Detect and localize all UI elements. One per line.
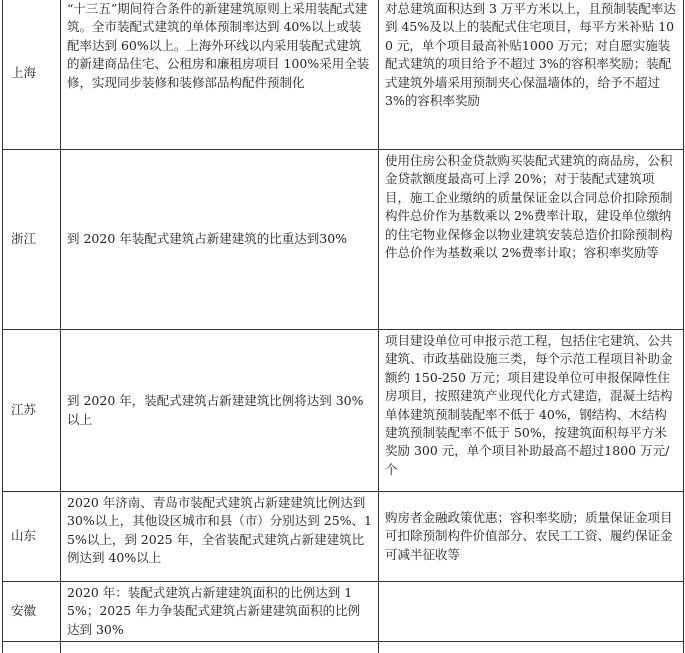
- incentive-text: 项目建设单位可申报示范工程，包括住宅建筑、公共建筑、市政基础设施三类，每个示范工程项目补助金额约 150-250 万元；项目建设单位可申报保障性住房项目，按照建筑产业现代化方式建造，混凝土结构单体建筑预制装配率不低于 40%，钢结构、木结构建筑预制装配率不低于 50%，按建筑面积每平方米奖励 300 元，单个项目补助最高不超过1800 万元/个: [385, 333, 673, 477]
- target-cell: [61, 150, 379, 330]
- target-text: 2020 年：装配式建筑占新建建筑面积的比例达到 15%；2025 年力争装配式建筑占新建建筑面积的比例达到 30%: [67, 585, 361, 637]
- region-cell: 江苏: [3, 330, 61, 492]
- policy-table: [2, 0, 684, 653]
- region-cell: 安徽: [3, 582, 61, 642]
- table-row: [3, 582, 684, 642]
- table-row: [3, 492, 684, 582]
- incentive-text: 购房者金融政策优惠；容积率奖励；质量保证金项目可扣除预制构件价值部分、农民工工资、履约保证金可减半征收等: [385, 509, 673, 562]
- target-cell: [61, 330, 379, 492]
- target-cell: [61, 582, 379, 642]
- table-row: [3, 150, 684, 330]
- table-row: [3, 642, 684, 653]
- incentive-cell: [379, 150, 684, 330]
- table-row: [3, 0, 684, 150]
- target-text: 到 2020 年，装配式建筑占新建建筑比例将达到 30%以上: [67, 393, 364, 427]
- region-cell: 山东: [3, 492, 61, 582]
- target-cell: [61, 0, 379, 150]
- incentive-cell: [379, 642, 684, 653]
- table-row: [3, 330, 684, 492]
- region-cell: [3, 642, 61, 653]
- incentive-text: 使用住房公积金贷款购买装配式建筑的商品房，公积金贷款额度最高可上浮 20%；对于装配式建筑项目，施工企业缴纳的质量保证金以合同总价扣除预制构件总价作为基数乘以 2%费率计取，建设单位缴纳的住宅物业保修金以物业建筑安装总造价扣除预制构件总价作为基数乘以 2%费率计取；容积率奖励等: [385, 153, 673, 261]
- incentive-text: 对总建筑面积达到 3 万平方米以上，且预制装配率达到 45%及以上的装配式住宅项目，每平方米补贴 100 元，单个项目最高补贴1000 万元；对自愿实施装配式建筑的项目给予不超过 3%的容积率奖励；装配式建筑外墙采用预制夹心保温墙体的，给予不超过 3%的容积率奖励: [385, 1, 676, 109]
- incentive-cell: [379, 582, 684, 642]
- region-cell: 上海: [3, 0, 61, 150]
- incentive-cell: [379, 330, 684, 492]
- target-cell: [61, 642, 379, 653]
- target-cell: [61, 492, 379, 582]
- target-text: 到 2020 年装配式建筑占新建建筑的比重达到30%: [67, 231, 348, 247]
- target-text: 2020 年济南、青岛市装配式建筑占新建建筑比例达到 30%以上，其他设区城市和县（市）分别达到 25%、15%以上，到 2025 年，全省装配式建筑占新建建筑比例达到 40%以上: [67, 495, 372, 566]
- incentive-cell: [379, 492, 684, 582]
- region-cell: 浙江: [3, 150, 61, 330]
- target-text: “十三五”期间符合条件的新建建筑原则上采用装配式建筑。全市装配式建筑的单体预制率达到 40%以上或装配率达到 60%以上。上海外环线以内采用装配式建筑的新建商品住宅、公租房和廉租房项目 100%采用全装修，实现同步装修和装修部品构配件预制化: [67, 1, 370, 90]
- incentive-cell: [379, 0, 684, 150]
